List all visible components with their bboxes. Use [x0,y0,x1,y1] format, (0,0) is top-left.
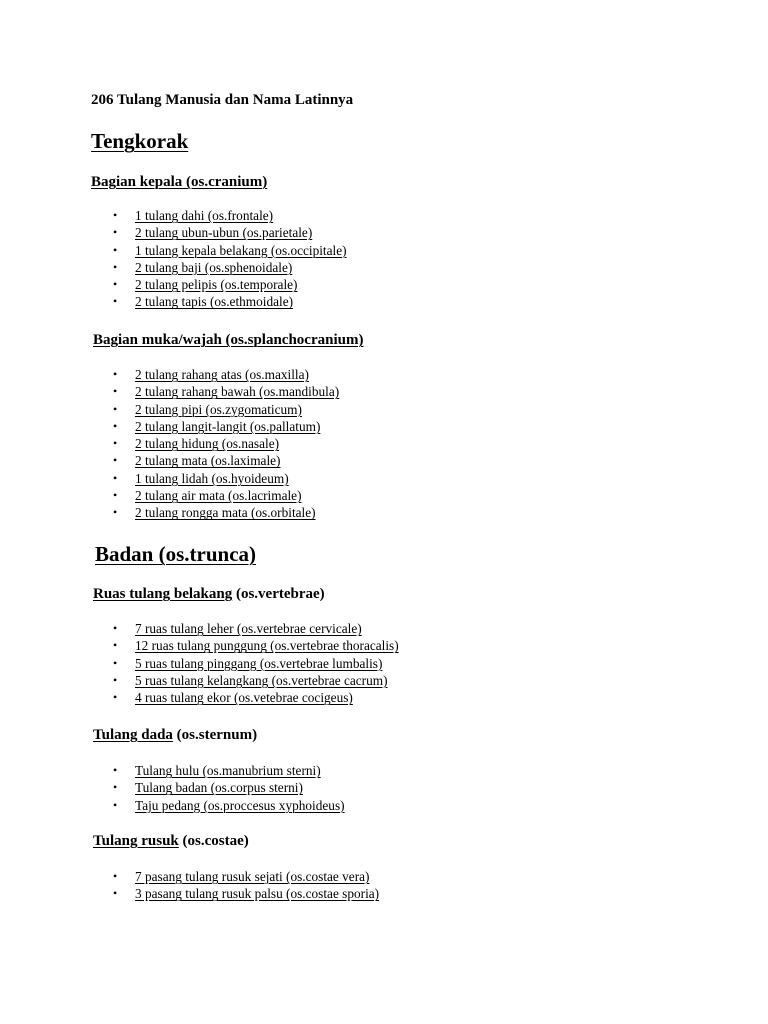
list-item-link[interactable]: 7 ruas tulang leher (os.vertebrae cervicale) [135,621,362,636]
subsection-heading-bagian-kepala [91,173,267,191]
list-item-link[interactable]: 2 tulang rahang atas (os.maxilla) [135,367,309,382]
subsection-heading-plain: (os.costae) [178,833,249,849]
list-item-link[interactable]: 2 tulang tapis (os.ethmoidale) [135,294,294,310]
bullet-icon: • [113,690,118,705]
subsection-heading-underlined: Tulang rusuk [93,833,179,849]
list-item [91,366,339,383]
list-item [91,762,345,779]
bullet-icon: • [113,638,118,653]
list-item-link[interactable]: 3 pasang tulang rusuk palsu (os.costae sporia) [135,886,380,902]
list-item [91,259,347,276]
bullet-icon: • [113,470,118,485]
bone-list-vertebrae [91,620,399,706]
bullet-icon: • [113,208,118,222]
list-item [91,242,347,259]
bone-list-sternum [91,762,345,814]
list-item [91,418,339,435]
list-item [91,655,399,672]
list-item-link[interactable]: 2 tulang langit-langit (os.pallatum) [135,418,321,434]
bullet-icon: • [113,401,118,416]
bullet-icon: • [113,488,118,503]
list-item-link[interactable]: 12 ruas tulang punggung (os.vertebrae thoracalis) [135,638,399,654]
list-item [91,797,345,814]
list-item-link[interactable]: Tulang hulu (os.manubrium sterni) [135,763,321,778]
subsection-heading-plain: (os.vertebrae) [232,586,325,602]
bullet-icon: • [113,780,118,795]
document-title: 206 Tulang Manusia dan Nama Latinnya [91,92,354,108]
list-item [91,504,339,521]
section-heading-tengkorak [91,128,188,154]
list-item-link[interactable]: 2 tulang hidung (os.nasale) [135,436,280,452]
subsection-heading-tulang-rusuk [93,832,249,850]
list-item [91,401,339,418]
bone-list-muka [91,366,339,522]
list-item [91,620,399,637]
subsection-heading-bagian-muka [93,331,363,349]
list-item-link[interactable]: 5 ruas tulang kelangkang (os.vertebrae cacrum) [135,672,388,688]
list-item-link[interactable]: 2 tulang air mata (os.lacrimale) [135,488,302,504]
bullet-icon: • [113,621,118,635]
list-item-link[interactable]: 2 tulang baji (os.sphenoidale) [135,259,293,275]
list-item-link[interactable]: 2 tulang rahang bawah (os.mandibula) [135,384,340,400]
list-item-link[interactable]: 2 tulang rongga mata (os.orbitale) [135,505,316,521]
bullet-icon: • [113,436,118,451]
bullet-icon: • [113,277,118,292]
bullet-icon: • [113,367,118,381]
bullet-icon: • [113,869,118,883]
list-item-link[interactable]: 7 pasang tulang rusuk sejati (os.costae vera) [135,869,370,884]
bullet-icon: • [113,672,118,687]
list-item-link[interactable]: 1 tulang dahi (os.frontale) [135,208,274,223]
bullet-icon: • [113,763,118,777]
list-item-link[interactable]: 4 ruas tulang ekor (os.vetebrae cocigeus) [135,690,353,706]
list-item-link[interactable]: 2 tulang pelipis (os.temporale) [135,277,298,293]
list-item-link[interactable]: 5 ruas tulang pinggang (os.vertebrae lumbalis) [135,655,383,671]
section-heading-badan [95,541,256,567]
list-item-link[interactable]: 2 tulang mata (os.laximale) [135,453,281,469]
subsection-heading-underlined: Bagian kepala (os.cranium) [91,174,268,190]
list-item-link[interactable]: 1 tulang lidah (os.hyoideum) [135,470,289,486]
bullet-icon: • [113,225,118,240]
bullet-icon: • [113,384,118,399]
subsection-heading-underlined: Tulang dada [93,727,173,743]
bullet-icon: • [113,797,118,812]
list-item [91,276,347,293]
subsection-heading-plain: (os.sternum) [172,727,258,743]
subsection-heading-underlined: Ruas tulang belakang [93,586,233,602]
list-item-link[interactable]: 1 tulang kepala belakang (os.occipitale) [135,242,347,258]
bullet-icon: • [113,453,118,468]
list-item [91,293,347,310]
bullet-icon: • [113,294,118,309]
bone-list-kepala [91,207,347,311]
list-item-link[interactable]: 2 tulang pipi (os.zygomaticum) [135,401,302,417]
list-item [91,435,339,452]
list-item-link[interactable]: Taju pedang (os.proccesus xyphoideus) [135,797,345,813]
list-item [91,383,339,400]
bullet-icon: • [113,655,118,670]
bullet-icon: • [113,242,118,257]
list-item-link[interactable]: Tulang badan (os.corpus sterni) [135,780,303,796]
list-item [91,637,399,654]
subsection-heading-ruas-tulang-belakang [93,585,325,603]
list-item [91,672,399,689]
section-heading-text: Badan (os.trunca) [95,542,257,566]
bone-list-costae [91,868,379,903]
subsection-heading-underlined: Bagian muka/wajah (os.splanchocranium) [93,332,364,348]
bullet-icon: • [113,418,118,433]
subsection-heading-tulang-dada [93,726,257,744]
list-item [91,487,339,504]
list-item [91,689,399,706]
list-item [91,452,339,469]
bullet-icon: • [113,259,118,274]
list-item [91,885,379,902]
bullet-icon: • [113,886,118,901]
list-item [91,470,339,487]
list-item [91,779,345,796]
bullet-icon: • [113,505,118,520]
section-heading-text: Tengkorak [91,129,189,153]
list-item-link[interactable]: 2 tulang ubun-ubun (os.parietale) [135,225,313,241]
list-item [91,868,379,885]
list-item [91,224,347,241]
list-item [91,207,347,224]
